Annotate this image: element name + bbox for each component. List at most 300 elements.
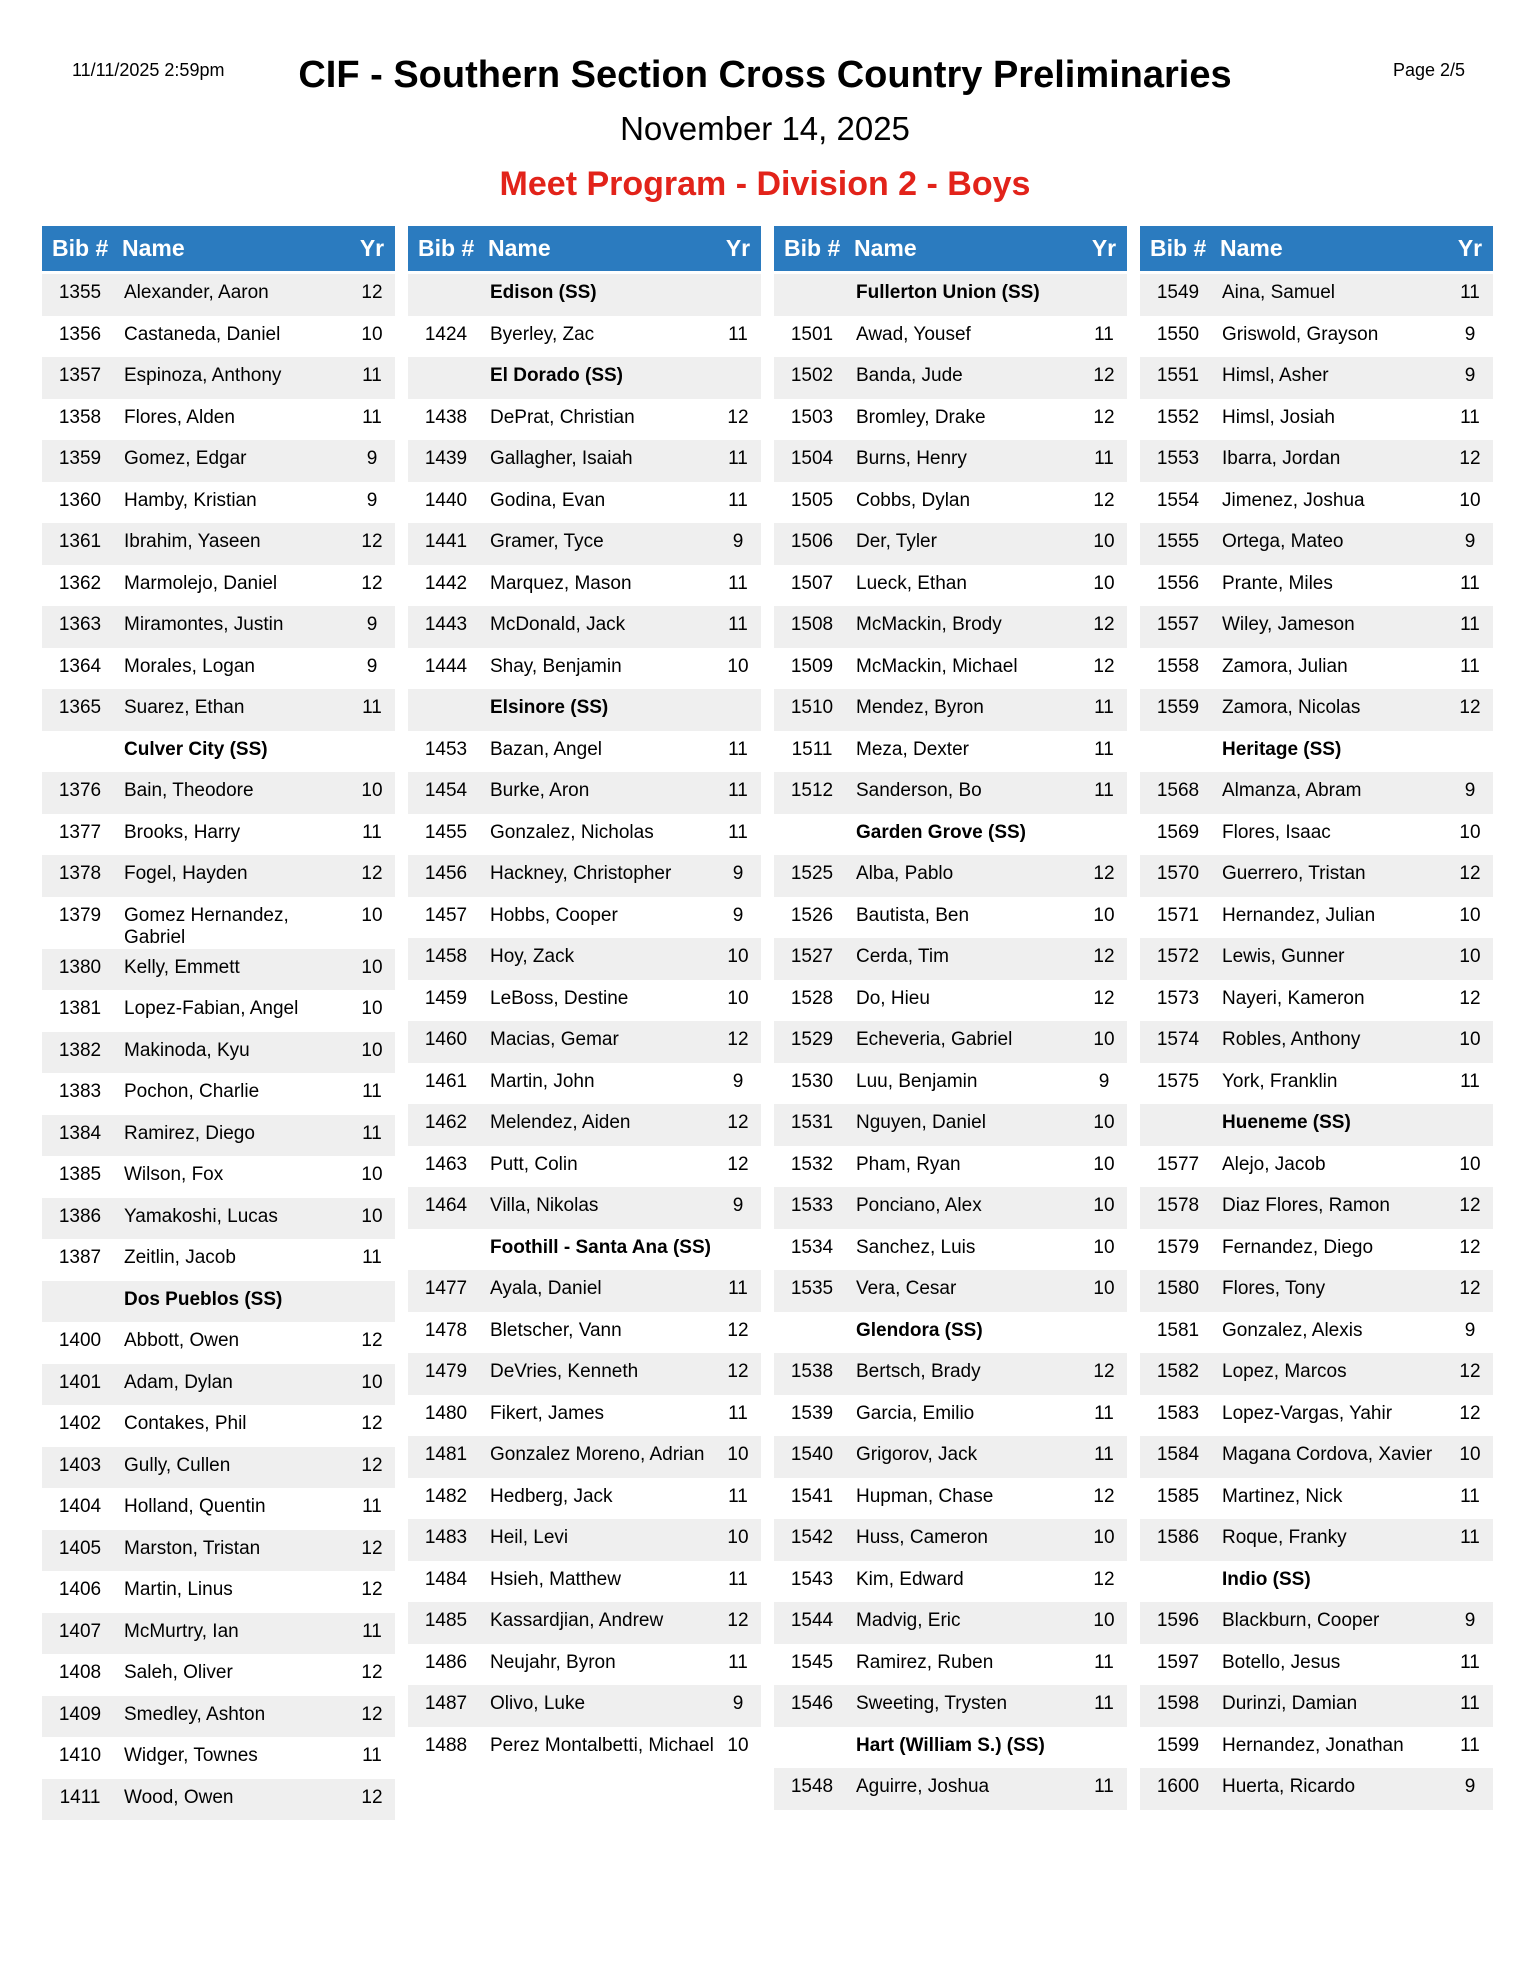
grade-year: 11 — [728, 738, 748, 760]
entry-row — [1140, 565, 1493, 607]
athlete-name: Espinoza, Anthony — [124, 365, 282, 386]
grade-year: 12 — [727, 1112, 749, 1133]
entry-row — [1140, 606, 1493, 648]
athlete-name: Zeitlin, Jacob — [124, 1247, 236, 1268]
entry-row — [42, 1156, 395, 1198]
bib-number: 1503 — [790, 406, 834, 428]
entry-row — [1140, 814, 1493, 856]
school-heading-row — [774, 1727, 1127, 1769]
entry-row — [1140, 523, 1493, 565]
bib-number: 1538 — [790, 1361, 834, 1382]
entry-row — [42, 1737, 395, 1779]
entry-row — [408, 1104, 761, 1146]
entry-row — [408, 938, 761, 980]
bib-number: 1596 — [1156, 1610, 1200, 1631]
bib-cell — [408, 282, 480, 316]
entry-row — [1140, 1353, 1493, 1395]
bib-number: 1585 — [1156, 1485, 1200, 1507]
bib-number: 1455 — [424, 821, 468, 843]
bib-number: 1460 — [424, 1029, 468, 1050]
grade-year: 11 — [362, 1620, 382, 1642]
grade-year: 11 — [362, 406, 382, 428]
athlete-name: Miramontes, Justin — [124, 614, 284, 635]
bib-cell — [408, 697, 480, 731]
athlete-name: Burke, Aron — [490, 780, 590, 801]
entry-row — [1140, 357, 1493, 399]
bib-number: 1462 — [424, 1112, 468, 1133]
page-number: Page 2/5 — [1392, 60, 1465, 80]
grade-year: 12 — [361, 531, 383, 552]
grade-year: 12 — [361, 572, 383, 594]
athlete-name: Byerley, Zac — [490, 323, 595, 345]
athlete-name: Gramer, Tyce — [490, 531, 604, 552]
name-header: Name — [1220, 235, 1283, 261]
bib-number: 1456 — [424, 863, 468, 884]
bib-number: 1385 — [58, 1164, 102, 1185]
entry-columns — [42, 226, 1493, 1820]
grade-year: 11 — [362, 1081, 382, 1102]
school-name: Garden Grove (SS) — [856, 821, 1026, 843]
grade-year: 9 — [1464, 323, 1476, 345]
entry-row — [774, 399, 1127, 441]
entry-row — [1140, 1312, 1493, 1354]
grade-year: 9 — [366, 448, 378, 469]
grade-year: 11 — [728, 323, 748, 345]
athlete-name: Himsl, Josiah — [1222, 406, 1335, 428]
grade-year: 10 — [727, 1734, 749, 1756]
athlete-name: DeVries, Kenneth — [490, 1361, 639, 1382]
bib-number: 1541 — [790, 1485, 834, 1507]
athlete-name: Nayeri, Kameron — [1222, 987, 1365, 1009]
grade-year: 12 — [1459, 1278, 1481, 1299]
year-cell — [715, 365, 761, 399]
grade-year: 10 — [1093, 1610, 1115, 1631]
athlete-name: Gonzalez Moreno, Adrian — [490, 1444, 705, 1465]
athlete-name: Gonzalez, Nicholas — [490, 821, 654, 843]
bib-number: 1579 — [1156, 1236, 1200, 1258]
grade-year: 12 — [1459, 863, 1481, 884]
entry-row — [774, 1436, 1127, 1478]
year-cell — [1081, 822, 1127, 856]
bib-number: 1574 — [1156, 1029, 1200, 1050]
bib-number: 1502 — [790, 365, 834, 386]
year-cell — [715, 282, 761, 316]
entry-row — [1140, 1021, 1493, 1063]
athlete-name: Melendez, Aiden — [490, 1112, 631, 1133]
athlete-name: Meza, Dexter — [856, 738, 969, 760]
grade-year: 12 — [1093, 406, 1115, 428]
bib-number: 1376 — [58, 780, 102, 801]
grade-year: 11 — [1094, 448, 1114, 469]
entry-row — [42, 1654, 395, 1696]
entry-row — [408, 565, 761, 607]
athlete-name: Kelly, Emmett — [124, 956, 240, 978]
school-name: Edison (SS) — [490, 282, 597, 303]
bib-number: 1545 — [790, 1651, 834, 1673]
grade-year: 10 — [361, 904, 383, 926]
bib-number: 1480 — [424, 1402, 468, 1424]
year-cell — [715, 697, 761, 731]
entry-row — [408, 1478, 761, 1520]
athlete-name: Martin, Linus — [124, 1579, 233, 1600]
athlete-name: Burns, Henry — [856, 448, 967, 469]
grade-year: 10 — [727, 655, 749, 677]
entry-row — [1140, 1685, 1493, 1727]
grade-year: 12 — [1093, 365, 1115, 386]
athlete-name: Hobbs, Cooper — [490, 904, 618, 926]
grade-year: 10 — [1093, 1153, 1115, 1175]
school-heading-row — [408, 1229, 761, 1271]
athlete-name: Fernandez, Diego — [1222, 1236, 1374, 1258]
bib-number: 1361 — [58, 531, 102, 552]
name-header: Name — [854, 235, 917, 261]
athlete-name: Garcia, Emilio — [856, 1402, 975, 1424]
bib-number: 1483 — [424, 1527, 468, 1548]
grade-year: 11 — [1094, 323, 1114, 345]
grade-year: 10 — [361, 1164, 383, 1185]
athlete-name: Almanza, Abram — [1222, 780, 1362, 801]
athlete-name: Pochon, Charlie — [124, 1081, 260, 1102]
grade-year: 9 — [732, 863, 744, 884]
entry-row — [408, 606, 761, 648]
entry-row — [774, 1063, 1127, 1105]
entry-row — [1140, 482, 1493, 524]
bib-cell — [774, 1320, 846, 1354]
entry-row — [42, 606, 395, 648]
grade-year: 11 — [1460, 655, 1480, 677]
school-heading-row — [774, 274, 1127, 316]
meet-date: November 14, 2025 — [620, 110, 910, 147]
athlete-name: Gomez, Edgar — [124, 448, 247, 469]
grade-year: 12 — [1093, 987, 1115, 1009]
entry-column-3 — [774, 226, 1127, 1820]
bib-cell — [408, 365, 480, 399]
bib-number: 1534 — [790, 1236, 834, 1258]
name-header: Name — [488, 235, 551, 261]
athlete-name: Ibrahim, Yaseen — [124, 531, 261, 552]
grade-year: 12 — [727, 1319, 749, 1341]
athlete-name: Hedberg, Jack — [490, 1485, 613, 1507]
entry-row — [42, 1198, 395, 1240]
bib-number: 1457 — [424, 904, 468, 926]
bib-number: 1379 — [58, 904, 102, 926]
entry-row — [1140, 274, 1493, 316]
bib-number: 1525 — [790, 863, 834, 884]
athlete-name: Jimenez, Joshua — [1222, 489, 1365, 511]
grade-year: 9 — [732, 904, 744, 926]
grade-year: 10 — [1093, 1236, 1115, 1258]
grade-year: 10 — [1093, 1029, 1115, 1050]
bib-number: 1505 — [790, 489, 834, 511]
grade-year: 11 — [1460, 282, 1480, 303]
entry-row — [1140, 772, 1493, 814]
grade-year: 10 — [1459, 1029, 1481, 1050]
athlete-name: Durinzi, Damian — [1222, 1693, 1358, 1714]
bib-cell — [42, 1289, 114, 1323]
athlete-name: Martin, John — [490, 1070, 595, 1092]
athlete-name: Villa, Nikolas — [490, 1195, 599, 1216]
entry-row — [42, 814, 395, 856]
grade-year: 11 — [1460, 614, 1480, 635]
athlete-name: Ibarra, Jordan — [1222, 448, 1341, 469]
athlete-name: LeBoss, Destine — [490, 987, 629, 1009]
athlete-name: Madvig, Eric — [856, 1610, 961, 1631]
entry-row — [42, 1364, 395, 1406]
grade-year: 12 — [361, 1537, 383, 1559]
bib-number: 1586 — [1156, 1527, 1200, 1548]
entry-row — [42, 523, 395, 565]
year-header: Yr — [725, 235, 751, 261]
athlete-name: Bazan, Angel — [490, 738, 602, 760]
bib-number: 1459 — [424, 987, 468, 1009]
grade-year: 11 — [728, 1651, 748, 1673]
bib-number: 1510 — [790, 697, 834, 718]
bib-number: 1380 — [58, 956, 102, 978]
grade-year: 10 — [1459, 904, 1481, 926]
entry-row — [42, 1696, 395, 1738]
bib-cell — [774, 282, 846, 316]
athlete-name: Guerrero, Tristan — [1222, 863, 1366, 884]
athlete-name: Sanderson, Bo — [856, 780, 982, 801]
bib-number: 1461 — [424, 1070, 468, 1092]
athlete-name: Contakes, Phil — [124, 1413, 247, 1434]
entry-column-2 — [408, 226, 761, 1820]
grade-year: 12 — [1093, 863, 1115, 884]
grade-year: 12 — [1459, 697, 1481, 718]
program-subtitle: Meet Program - Division 2 - Boys — [499, 165, 1031, 203]
athlete-name: Vera, Cesar — [856, 1278, 957, 1299]
bib-number: 1577 — [1156, 1153, 1200, 1175]
grade-year: 10 — [361, 323, 383, 345]
entry-row — [1140, 1436, 1493, 1478]
bib-number: 1582 — [1156, 1361, 1200, 1382]
grade-year: 10 — [361, 998, 383, 1019]
bib-cell — [1140, 1569, 1212, 1603]
athlete-name: Diaz Flores, Ramon — [1222, 1195, 1390, 1216]
athlete-name: Marmolejo, Daniel — [124, 572, 278, 594]
entry-row — [774, 1685, 1127, 1727]
bib-number: 1363 — [58, 614, 102, 635]
entry-row — [774, 1395, 1127, 1437]
entry-row — [408, 523, 761, 565]
athlete-name: Huss, Cameron — [856, 1527, 988, 1548]
entry-row — [408, 1063, 761, 1105]
entry-row — [408, 1270, 761, 1312]
bib-number: 1382 — [58, 1039, 102, 1061]
grade-year: 11 — [1094, 738, 1114, 760]
entry-row — [42, 1613, 395, 1655]
entry-row — [408, 1561, 761, 1603]
athlete-name: Gallagher, Isaiah — [490, 448, 633, 469]
bib-number: 1479 — [424, 1361, 468, 1382]
bib-number: 1358 — [58, 406, 102, 428]
athlete-name: Wood, Owen — [124, 1786, 234, 1808]
athlete-name: Yamakoshi, Lucas — [124, 1205, 278, 1227]
athlete-name: Nguyen, Daniel — [856, 1112, 986, 1133]
entry-row — [42, 949, 395, 991]
grade-year: 11 — [728, 1568, 748, 1590]
entry-row — [42, 1571, 395, 1613]
grade-year: 12 — [1459, 987, 1481, 1009]
grade-year: 10 — [1093, 1278, 1115, 1299]
entry-row — [42, 1405, 395, 1447]
entry-row — [42, 1447, 395, 1489]
entry-row — [408, 1353, 761, 1395]
athlete-name: Ramirez, Ruben — [856, 1651, 994, 1673]
entry-row — [42, 1322, 395, 1364]
grade-year: 9 — [366, 655, 378, 677]
year-cell — [1081, 1735, 1127, 1769]
bib-number: 1557 — [1156, 614, 1200, 635]
bib-number: 1359 — [58, 448, 102, 469]
athlete-name: Macias, Gemar — [490, 1029, 619, 1050]
entry-row — [1140, 316, 1493, 358]
bib-cell — [774, 1735, 846, 1769]
grade-year: 11 — [1460, 1734, 1480, 1756]
athlete-name: Fikert, James — [490, 1402, 605, 1424]
school-heading-row — [1140, 1104, 1493, 1146]
grade-year: 11 — [1460, 1693, 1480, 1714]
entry-row — [42, 316, 395, 358]
entry-row — [774, 1021, 1127, 1063]
school-heading-row — [408, 357, 761, 399]
bib-number: 1571 — [1156, 904, 1200, 926]
bib-number: 1539 — [790, 1402, 834, 1424]
athlete-name: Flores, Alden — [124, 406, 235, 428]
grade-year: 12 — [361, 1579, 383, 1600]
bib-number: 1424 — [424, 323, 468, 345]
grade-year: 11 — [1460, 1527, 1480, 1548]
athlete-name: Hernandez, Jonathan — [1222, 1734, 1404, 1756]
bib-number: 1551 — [1156, 365, 1200, 386]
grade-year: 11 — [728, 614, 748, 635]
entry-row — [1140, 980, 1493, 1022]
grade-year: 11 — [1094, 1444, 1114, 1465]
entry-row — [42, 1530, 395, 1572]
school-heading-row — [1140, 731, 1493, 773]
athlete-name: Makinoda, Kyu — [124, 1039, 250, 1061]
bib-number: 1410 — [58, 1745, 102, 1766]
grade-year: 9 — [1098, 1070, 1110, 1092]
grade-year: 11 — [728, 489, 748, 511]
athlete-name: Do, Hieu — [856, 987, 930, 1009]
athlete-name: Olivo, Luke — [490, 1693, 586, 1714]
year-header: Yr — [359, 235, 385, 261]
bib-number: 1600 — [1156, 1776, 1200, 1797]
bib-number: 1400 — [58, 1330, 102, 1351]
entry-rows — [42, 274, 395, 1820]
bib-number: 1559 — [1156, 697, 1200, 718]
entry-row — [42, 897, 395, 949]
grade-year: 11 — [1094, 1693, 1114, 1714]
grade-year: 9 — [732, 1070, 744, 1092]
athlete-name: Ramirez, Diego — [124, 1122, 255, 1144]
athlete-name: Heil, Levi — [490, 1527, 569, 1548]
grade-year: 11 — [728, 780, 748, 801]
grade-year: 10 — [1093, 531, 1115, 552]
bib-number: 1543 — [790, 1568, 834, 1590]
bib-number: 1453 — [424, 738, 468, 760]
grade-year: 10 — [727, 987, 749, 1009]
entry-row — [1140, 648, 1493, 690]
grade-year: 10 — [1459, 1444, 1481, 1465]
grade-year: 9 — [1464, 531, 1476, 552]
bib-number: 1526 — [790, 904, 834, 926]
entry-row — [774, 1768, 1127, 1810]
grade-year: 12 — [1093, 1568, 1115, 1590]
entry-row — [774, 772, 1127, 814]
bib-number: 1458 — [424, 946, 468, 967]
entry-row — [774, 565, 1127, 607]
entry-rows — [774, 274, 1127, 1810]
entry-row — [774, 482, 1127, 524]
bib-number: 1532 — [790, 1153, 834, 1175]
school-name: El Dorado (SS) — [490, 365, 624, 386]
entry-row — [408, 1519, 761, 1561]
athlete-name: York, Franklin — [1222, 1070, 1338, 1092]
bib-number: 1507 — [790, 572, 834, 594]
athlete-name: Alejo, Jacob — [1222, 1153, 1326, 1175]
athlete-name: Kassardjian, Andrew — [490, 1610, 664, 1631]
entry-row — [408, 316, 761, 358]
grade-year: 11 — [1460, 1070, 1480, 1092]
entry-row — [774, 648, 1127, 690]
entry-row — [774, 1602, 1127, 1644]
athlete-name: Grigorov, Jack — [856, 1444, 978, 1465]
athlete-name: Magana Cordova, Xavier — [1222, 1444, 1433, 1465]
grade-year: 12 — [1459, 1402, 1481, 1424]
bib-number: 1584 — [1156, 1444, 1200, 1465]
school-heading-row — [774, 1312, 1127, 1354]
print-timestamp: 11/11/2025 2:59pm — [72, 60, 225, 80]
bib-number: 1404 — [58, 1496, 102, 1517]
school-name: Hueneme (SS) — [1222, 1112, 1351, 1133]
entry-row — [408, 1146, 761, 1188]
entry-row — [408, 814, 761, 856]
entry-rows — [408, 274, 761, 1768]
entry-row — [408, 897, 761, 939]
bib-number: 1583 — [1156, 1402, 1200, 1424]
grade-year: 9 — [732, 1195, 744, 1216]
grade-year: 11 — [1094, 1402, 1114, 1424]
grade-year: 10 — [1459, 946, 1481, 967]
bib-number: 1580 — [1156, 1278, 1200, 1299]
athlete-name: Kim, Edward — [856, 1568, 964, 1590]
athlete-name: Banda, Jude — [856, 365, 963, 386]
bib-number: 1383 — [58, 1081, 102, 1102]
grade-year: 9 — [1464, 1610, 1476, 1631]
grade-year: 11 — [728, 821, 748, 843]
entry-row — [774, 606, 1127, 648]
athlete-name: Adam, Dylan — [124, 1371, 233, 1393]
athlete-name: Gomez Hernandez, Gabriel — [124, 904, 289, 948]
athlete-name: Saleh, Oliver — [124, 1662, 233, 1683]
athlete-name: Marquez, Mason — [490, 572, 632, 594]
year-cell — [715, 1237, 761, 1271]
grade-year: 11 — [728, 448, 748, 469]
entry-row — [1140, 1395, 1493, 1437]
athlete-name: Gonzalez, Alexis — [1222, 1319, 1363, 1341]
bib-number: 1504 — [790, 448, 834, 469]
athlete-name: Smedley, Ashton — [124, 1703, 266, 1725]
bib-number: 1569 — [1156, 821, 1200, 843]
entry-row — [42, 357, 395, 399]
athlete-name: Hsieh, Matthew — [490, 1568, 621, 1590]
school-heading-row — [774, 814, 1127, 856]
year-cell — [349, 1289, 395, 1323]
year-header: Yr — [1457, 235, 1483, 261]
athlete-name: Pham, Ryan — [856, 1153, 961, 1175]
